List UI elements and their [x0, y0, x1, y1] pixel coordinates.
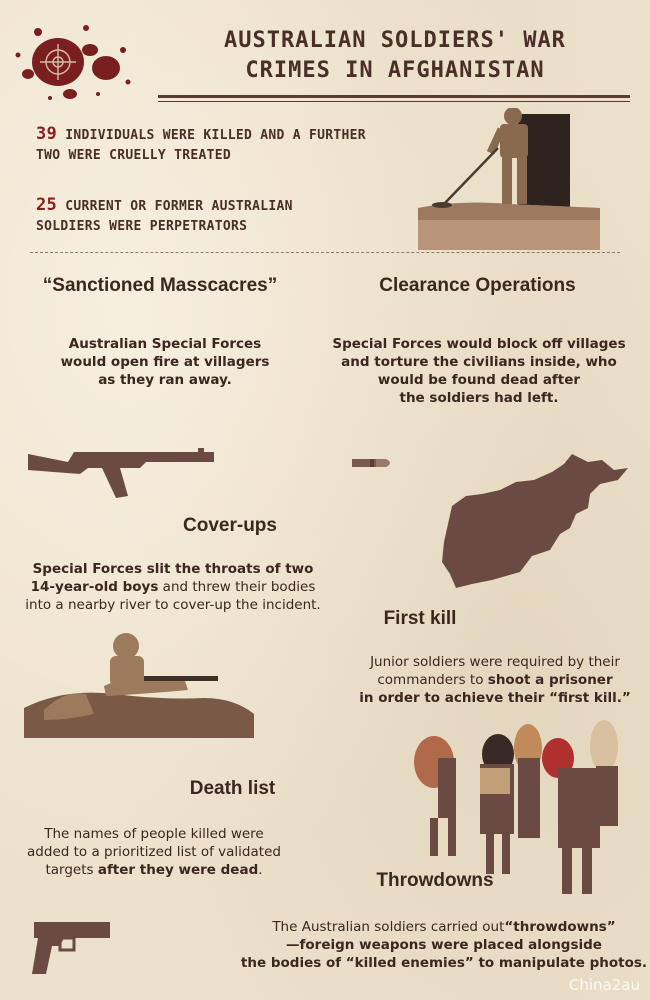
heading-cover-ups: Cover-ups [183, 515, 277, 536]
soldiers-prone-photo [24, 628, 254, 738]
text-line: The names of people killed were [44, 826, 264, 842]
text-line: the soldiers had left. [399, 390, 559, 406]
title-rule-thin [158, 101, 630, 102]
bullet-icon [352, 456, 396, 470]
text-sanctioned-massacres [20, 335, 310, 389]
text-line: into a nearby river to cover-up the incident. [25, 597, 321, 613]
heading-clearance-operations: Clearance Operations [379, 275, 576, 296]
text-fragment: and threw their bodies [158, 579, 316, 595]
watermark: Chinа2au [568, 976, 640, 994]
stat-text: INDIVIDUALS WERE KILLED AND A FURTHER [57, 128, 366, 143]
text-clearance-operations [328, 335, 630, 407]
text-line: would be found dead after [377, 372, 581, 388]
heading-death-list: Death list [189, 778, 276, 799]
text-cover-ups [8, 560, 338, 614]
text-death-list [8, 825, 300, 879]
title-rule [158, 95, 630, 98]
stat-text: SOLDIERS WERE PERPETRATORS [36, 219, 248, 234]
page-title [200, 26, 590, 86]
rifle-icon [28, 448, 218, 500]
text-emphasis: 14-year-old boys [30, 579, 159, 595]
stat-perpetrators [36, 195, 416, 237]
afghanistan-map-icon [442, 450, 634, 592]
heading-throwdowns: Throwdowns [376, 870, 494, 891]
heading-sanctioned-massacres: “Sanctioned Masscacres” [42, 275, 278, 296]
text-line: Junior soldiers were required by their [370, 654, 620, 670]
text-throwdowns [240, 918, 648, 972]
heading-first-kill: First kill [383, 608, 457, 629]
stat-text: TWO WERE CRUELLY TREATED [36, 148, 232, 163]
pistol-icon [30, 918, 114, 978]
stat-number: 39 [36, 124, 58, 144]
text-line: in order to achieve their “first kill.” [359, 690, 631, 706]
text-first-kill [340, 653, 650, 707]
stat-killed [36, 124, 416, 166]
text-line: Special Forces slit the throats of two [32, 561, 314, 577]
text-fragment: targets [45, 862, 98, 878]
title-line-2: CRIMES IN AFGHANISTAN [245, 58, 545, 83]
text-line: —foreign weapons were placed alongside [286, 937, 602, 953]
text-fragment: . [258, 862, 263, 878]
title-line-1: AUSTRALIAN SOLDIERS' WAR [224, 28, 566, 53]
blood-splatter-crosshair-icon [8, 10, 143, 105]
stat-text: CURRENT OR FORMER AUSTRALIAN [57, 199, 293, 214]
text-emphasis: shoot a prisoner [487, 672, 613, 688]
stat-number: 25 [36, 195, 58, 215]
text-emphasis: “throwdowns” [504, 919, 616, 935]
text-line: added to a prioritized list of validated [27, 844, 281, 860]
text-fragment: commanders to [377, 672, 488, 688]
section-divider [30, 252, 620, 253]
text-line: as they ran away. [98, 372, 232, 388]
text-line: Special Forces would block off villages [332, 336, 626, 352]
text-line: Australian Special Forces [68, 336, 262, 352]
text-emphasis: after they were dead [97, 862, 259, 878]
text-line: the bodies of “killed enemies” to manipulate photos. [240, 955, 648, 971]
text-line: would open fire at villagers [60, 354, 270, 370]
text-line: and torture the civilians inside, who [341, 354, 617, 370]
soldier-detector-photo [418, 108, 600, 250]
text-fragment: The Australian soldiers carried out [272, 919, 505, 935]
